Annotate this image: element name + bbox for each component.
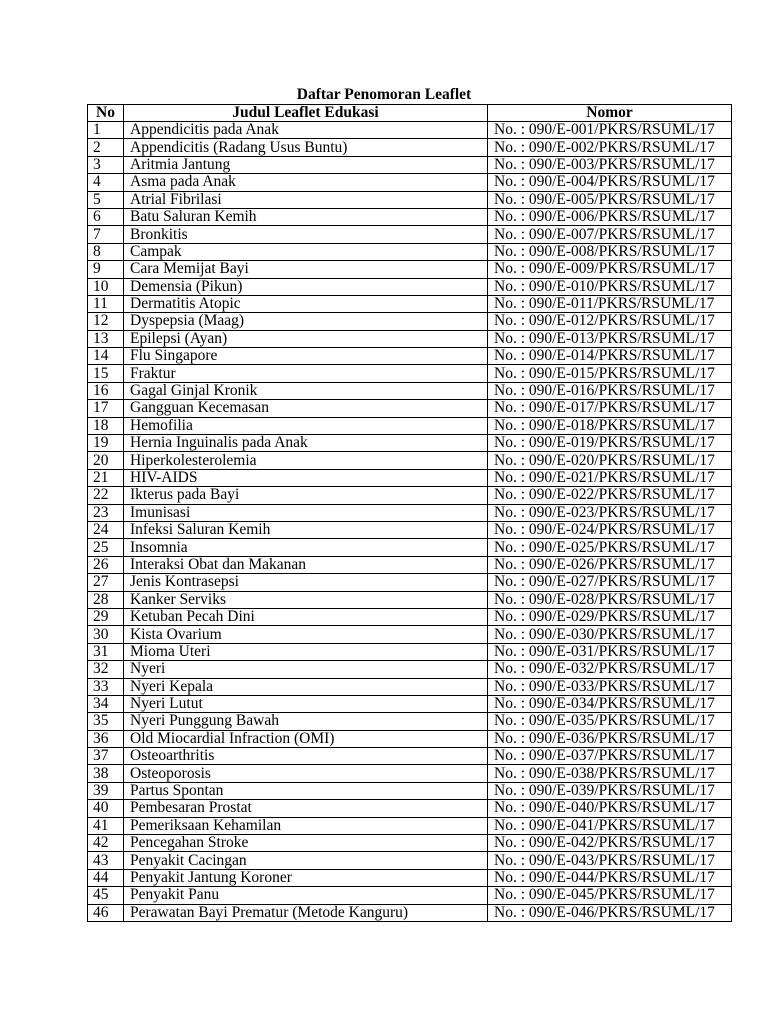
table-row — [88, 661, 732, 678]
leaflet-number-cell: No. : 090/E-001/PKRS/RSUML/17 — [488, 122, 732, 139]
leaflet-title-cell: Ikterus pada Bayi — [124, 487, 488, 504]
table-row — [88, 678, 732, 695]
leaflet-title-cell: Infeksi Saluran Kemih — [124, 521, 488, 538]
leaflet-title-cell: Mioma Uteri — [124, 643, 488, 660]
table-row — [88, 469, 732, 486]
leaflet-number-cell: No. : 090/E-046/PKRS/RSUML/17 — [488, 904, 732, 921]
leaflet-title-cell: Nyeri Kepala — [124, 678, 488, 695]
leaflet-number-cell: No. : 090/E-011/PKRS/RSUML/17 — [488, 295, 732, 312]
leaflet-number-cell: No. : 090/E-004/PKRS/RSUML/17 — [488, 174, 732, 191]
row-number-cell: 8 — [88, 243, 124, 260]
row-number-cell: 42 — [88, 835, 124, 852]
leaflet-title-cell: Old Miocardial Infraction (OMI) — [124, 730, 488, 747]
leaflet-number-cell: No. : 090/E-039/PKRS/RSUML/17 — [488, 782, 732, 799]
table-row — [88, 748, 732, 765]
table-row — [88, 835, 732, 852]
header-no: No — [88, 105, 124, 122]
leaflet-number-cell: No. : 090/E-014/PKRS/RSUML/17 — [488, 348, 732, 365]
leaflet-title-cell: Appendicitis (Radang Usus Buntu) — [124, 139, 488, 156]
row-number-cell: 27 — [88, 574, 124, 591]
table-row — [88, 295, 732, 312]
leaflet-number-cell: No. : 090/E-030/PKRS/RSUML/17 — [488, 626, 732, 643]
leaflet-title-cell: Asma pada Anak — [124, 174, 488, 191]
leaflet-title-cell: Insomnia — [124, 539, 488, 556]
table-row — [88, 139, 732, 156]
row-number-cell: 32 — [88, 661, 124, 678]
table-row — [88, 191, 732, 208]
leaflet-number-cell: No. : 090/E-019/PKRS/RSUML/17 — [488, 435, 732, 452]
row-number-cell: 22 — [88, 487, 124, 504]
table-row — [88, 417, 732, 434]
leaflet-title-cell: Fraktur — [124, 365, 488, 382]
row-number-cell: 13 — [88, 330, 124, 347]
leaflet-title-cell: Batu Saluran Kemih — [124, 208, 488, 225]
leaflet-title-cell: Campak — [124, 243, 488, 260]
leaflet-number-cell: No. : 090/E-035/PKRS/RSUML/17 — [488, 713, 732, 730]
leaflet-title-cell: Penyakit Jantung Koroner — [124, 869, 488, 886]
table-row — [88, 713, 732, 730]
leaflet-number-cell: No. : 090/E-041/PKRS/RSUML/17 — [488, 817, 732, 834]
row-number-cell: 31 — [88, 643, 124, 660]
leaflet-title-cell: Osteoarthritis — [124, 748, 488, 765]
table-row — [88, 695, 732, 712]
row-number-cell: 45 — [88, 887, 124, 904]
leaflet-number-cell: No. : 090/E-010/PKRS/RSUML/17 — [488, 278, 732, 295]
leaflet-number-cell: No. : 090/E-007/PKRS/RSUML/17 — [488, 226, 732, 243]
leaflet-title-cell: Cara Memijat Bayi — [124, 261, 488, 278]
table-row — [88, 887, 732, 904]
row-number-cell: 1 — [88, 122, 124, 139]
row-number-cell: 9 — [88, 261, 124, 278]
leaflet-number-cell: No. : 090/E-045/PKRS/RSUML/17 — [488, 887, 732, 904]
table-row — [88, 400, 732, 417]
leaflet-number-cell: No. : 090/E-017/PKRS/RSUML/17 — [488, 400, 732, 417]
leaflet-number-cell: No. : 090/E-024/PKRS/RSUML/17 — [488, 521, 732, 538]
leaflet-title-cell: Pencegahan Stroke — [124, 835, 488, 852]
leaflet-number-cell: No. : 090/E-032/PKRS/RSUML/17 — [488, 661, 732, 678]
leaflet-title-cell: Epilepsi (Ayan) — [124, 330, 488, 347]
leaflet-title-cell: Flu Singapore — [124, 348, 488, 365]
row-number-cell: 40 — [88, 800, 124, 817]
table-body — [88, 122, 732, 922]
row-number-cell: 33 — [88, 678, 124, 695]
leaflet-title-cell: Hiperkolesterolemia — [124, 452, 488, 469]
leaflet-title-cell: Nyeri Lutut — [124, 695, 488, 712]
leaflet-number-cell: No. : 090/E-016/PKRS/RSUML/17 — [488, 382, 732, 399]
leaflet-number-cell: No. : 090/E-005/PKRS/RSUML/17 — [488, 191, 732, 208]
leaflet-number-cell: No. : 090/E-002/PKRS/RSUML/17 — [488, 139, 732, 156]
leaflet-number-cell: No. : 090/E-013/PKRS/RSUML/17 — [488, 330, 732, 347]
row-number-cell: 46 — [88, 904, 124, 921]
leaflet-title-cell: Hernia Inguinalis pada Anak — [124, 435, 488, 452]
leaflet-number-cell: No. : 090/E-033/PKRS/RSUML/17 — [488, 678, 732, 695]
table-row — [88, 156, 732, 173]
table-row — [88, 278, 732, 295]
table-row — [88, 243, 732, 260]
table-row — [88, 348, 732, 365]
leaflet-number-cell: No. : 090/E-038/PKRS/RSUML/17 — [488, 765, 732, 782]
leaflet-title-cell: Hemofilia — [124, 417, 488, 434]
row-number-cell: 41 — [88, 817, 124, 834]
row-number-cell: 11 — [88, 295, 124, 312]
table-row — [88, 330, 732, 347]
leaflet-number-cell: No. : 090/E-028/PKRS/RSUML/17 — [488, 591, 732, 608]
row-number-cell: 14 — [88, 348, 124, 365]
table-row — [88, 487, 732, 504]
header-nomor: Nomor — [488, 105, 732, 122]
leaflet-number-cell: No. : 090/E-009/PKRS/RSUML/17 — [488, 261, 732, 278]
leaflet-title-cell: Gagal Ginjal Kronik — [124, 382, 488, 399]
leaflet-number-cell: No. : 090/E-003/PKRS/RSUML/17 — [488, 156, 732, 173]
table-row — [88, 313, 732, 330]
leaflet-number-cell: No. : 090/E-034/PKRS/RSUML/17 — [488, 695, 732, 712]
document-title: Daftar Penomoran Leaflet — [296, 86, 472, 103]
leaflet-title-cell: Bronkitis — [124, 226, 488, 243]
row-number-cell: 5 — [88, 191, 124, 208]
table-row — [88, 626, 732, 643]
leaflet-title-cell: Jenis Kontrasepsi — [124, 574, 488, 591]
leaflet-title-cell: Dermatitis Atopic — [124, 295, 488, 312]
leaflet-title-cell: Appendicitis pada Anak — [124, 122, 488, 139]
leaflet-number-cell: No. : 090/E-026/PKRS/RSUML/17 — [488, 556, 732, 573]
table-row — [88, 174, 732, 191]
leaflet-title-cell: Atrial Fibrilasi — [124, 191, 488, 208]
row-number-cell: 38 — [88, 765, 124, 782]
row-number-cell: 30 — [88, 626, 124, 643]
table-row — [88, 365, 732, 382]
row-number-cell: 4 — [88, 174, 124, 191]
table-row — [88, 556, 732, 573]
leaflet-number-cell: No. : 090/E-031/PKRS/RSUML/17 — [488, 643, 732, 660]
row-number-cell: 24 — [88, 521, 124, 538]
row-number-cell: 21 — [88, 469, 124, 486]
row-number-cell: 10 — [88, 278, 124, 295]
table-row — [88, 591, 732, 608]
table-row — [88, 208, 732, 225]
leaflet-number-cell: No. : 090/E-008/PKRS/RSUML/17 — [488, 243, 732, 260]
table-row — [88, 904, 732, 921]
table-row — [88, 817, 732, 834]
table-row — [88, 226, 732, 243]
row-number-cell: 2 — [88, 139, 124, 156]
leaflet-number-cell: No. : 090/E-020/PKRS/RSUML/17 — [488, 452, 732, 469]
row-number-cell: 12 — [88, 313, 124, 330]
row-number-cell: 44 — [88, 869, 124, 886]
table-row — [88, 800, 732, 817]
leaflet-number-cell: No. : 090/E-006/PKRS/RSUML/17 — [488, 208, 732, 225]
table-row — [88, 643, 732, 660]
table-row — [88, 852, 732, 869]
row-number-cell: 19 — [88, 435, 124, 452]
row-number-cell: 29 — [88, 608, 124, 625]
table-row — [88, 261, 732, 278]
leaflet-number-cell: No. : 090/E-040/PKRS/RSUML/17 — [488, 800, 732, 817]
leaflet-title-cell: Partus Spontan — [124, 782, 488, 799]
table-row — [88, 521, 732, 538]
leaflet-title-cell: Pemeriksaan Kehamilan — [124, 817, 488, 834]
leaflet-number-cell: No. : 090/E-036/PKRS/RSUML/17 — [488, 730, 732, 747]
leaflet-number-cell: No. : 090/E-044/PKRS/RSUML/17 — [488, 869, 732, 886]
leaflet-title-cell: Penyakit Cacingan — [124, 852, 488, 869]
leaflet-title-cell: HIV-AIDS — [124, 469, 488, 486]
table-row — [88, 869, 732, 886]
row-number-cell: 7 — [88, 226, 124, 243]
row-number-cell: 35 — [88, 713, 124, 730]
header-judul: Judul Leaflet Edukasi — [124, 105, 488, 122]
leaflet-number-cell: No. : 090/E-027/PKRS/RSUML/17 — [488, 574, 732, 591]
leaflet-title-cell: Nyeri — [124, 661, 488, 678]
row-number-cell: 36 — [88, 730, 124, 747]
leaflet-number-cell: No. : 090/E-042/PKRS/RSUML/17 — [488, 835, 732, 852]
leaflet-title-cell: Ketuban Pecah Dini — [124, 608, 488, 625]
leaflet-title-cell: Osteoporosis — [124, 765, 488, 782]
leaflet-title-cell: Demensia (Pikun) — [124, 278, 488, 295]
leaflet-number-cell: No. : 090/E-012/PKRS/RSUML/17 — [488, 313, 732, 330]
table-row — [88, 452, 732, 469]
row-number-cell: 6 — [88, 208, 124, 225]
leaflet-title-cell: Interaksi Obat dan Makanan — [124, 556, 488, 573]
row-number-cell: 3 — [88, 156, 124, 173]
row-number-cell: 16 — [88, 382, 124, 399]
leaflet-title-cell: Aritmia Jantung — [124, 156, 488, 173]
leaflet-title-cell: Gangguan Kecemasan — [124, 400, 488, 417]
table-row — [88, 765, 732, 782]
table-row — [88, 504, 732, 521]
table-row — [88, 782, 732, 799]
leaflet-title-cell: Penyakit Panu — [124, 887, 488, 904]
leaflet-number-cell: No. : 090/E-015/PKRS/RSUML/17 — [488, 365, 732, 382]
table-row — [88, 574, 732, 591]
leaflet-title-cell: Dyspepsia (Maag) — [124, 313, 488, 330]
leaflet-number-cell: No. : 090/E-018/PKRS/RSUML/17 — [488, 417, 732, 434]
leaflet-numbering-table — [87, 104, 732, 922]
table-row — [88, 435, 732, 452]
leaflet-number-cell: No. : 090/E-043/PKRS/RSUML/17 — [488, 852, 732, 869]
row-number-cell: 25 — [88, 539, 124, 556]
leaflet-number-cell: No. : 090/E-025/PKRS/RSUML/17 — [488, 539, 732, 556]
row-number-cell: 37 — [88, 748, 124, 765]
row-number-cell: 39 — [88, 782, 124, 799]
row-number-cell: 43 — [88, 852, 124, 869]
row-number-cell: 18 — [88, 417, 124, 434]
row-number-cell: 17 — [88, 400, 124, 417]
leaflet-title-cell: Kanker Serviks — [124, 591, 488, 608]
leaflet-title-cell: Nyeri Punggung Bawah — [124, 713, 488, 730]
row-number-cell: 26 — [88, 556, 124, 573]
table-row — [88, 539, 732, 556]
table-row — [88, 730, 732, 747]
row-number-cell: 28 — [88, 591, 124, 608]
row-number-cell: 34 — [88, 695, 124, 712]
row-number-cell: 15 — [88, 365, 124, 382]
leaflet-number-cell: No. : 090/E-023/PKRS/RSUML/17 — [488, 504, 732, 521]
leaflet-number-cell: No. : 090/E-022/PKRS/RSUML/17 — [488, 487, 732, 504]
leaflet-number-cell: No. : 090/E-021/PKRS/RSUML/17 — [488, 469, 732, 486]
table-row — [88, 608, 732, 625]
leaflet-number-cell: No. : 090/E-029/PKRS/RSUML/17 — [488, 608, 732, 625]
leaflet-title-cell: Kista Ovarium — [124, 626, 488, 643]
leaflet-number-cell: No. : 090/E-037/PKRS/RSUML/17 — [488, 748, 732, 765]
leaflet-title-cell: Imunisasi — [124, 504, 488, 521]
table-row — [88, 122, 732, 139]
leaflet-title-cell: Pembesaran Prostat — [124, 800, 488, 817]
row-number-cell: 20 — [88, 452, 124, 469]
table-header — [88, 105, 732, 122]
table-row — [88, 382, 732, 399]
row-number-cell: 23 — [88, 504, 124, 521]
leaflet-title-cell: Perawatan Bayi Prematur (Metode Kanguru) — [124, 904, 488, 921]
header-row — [88, 105, 732, 122]
